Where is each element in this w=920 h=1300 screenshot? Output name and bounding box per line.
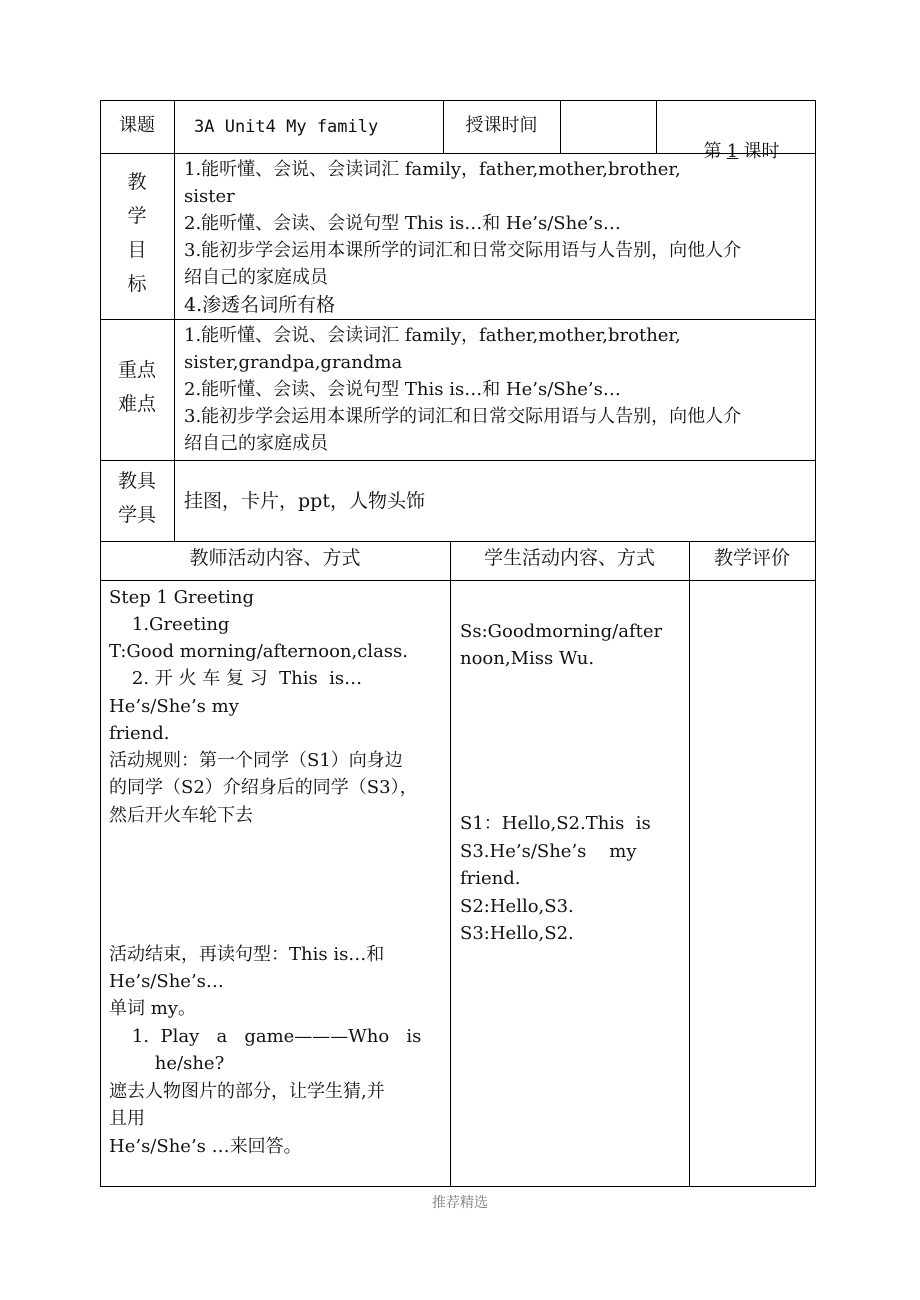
teacher-line: He’s/She’s …来回答。: [109, 1136, 302, 1157]
teacher-line: 活动规则：第一个同学（S1）向身边: [109, 750, 403, 771]
materials-label-line: 教具: [117, 470, 156, 492]
evaluation-content: [690, 581, 815, 1186]
student-line: Ss:Goodmorning/after: [460, 621, 663, 642]
teacher-line: friend.: [109, 723, 170, 744]
key-point-line: 3.能初步学会运用本课所学的词汇和日常交际用语与人告别，向他人介: [184, 406, 742, 427]
teacher-line: 活动结束，再读句型：This is…和: [109, 944, 385, 965]
teacher-line: 且用: [109, 1108, 145, 1129]
teacher-line: He’s/She’s…: [109, 971, 224, 992]
objective-line: 绍自己的家庭成员: [184, 267, 328, 288]
objectives-label-char: 目: [127, 239, 147, 261]
teacher-line: 1. Play a game———Who is: [109, 1026, 422, 1047]
materials-label-line: 学具: [117, 504, 156, 526]
teacher-line: he/she?: [109, 1053, 225, 1074]
student-line: S1：Hello,S2.This is: [460, 813, 651, 834]
objective-line: 4.渗透名词所有格: [184, 294, 336, 316]
lesson-prefix: 第: [703, 141, 722, 162]
key-point-line: 2.能听懂、会读、会说句型 This is…和 He’s/She’s…: [184, 379, 621, 400]
student-line: friend.: [460, 868, 521, 889]
lesson-number-value: 1: [726, 141, 739, 162]
objective-line: sister: [184, 186, 235, 207]
student-line: S3.He’s/She’s my: [460, 841, 637, 862]
key-points-label-line: 难点: [117, 393, 156, 415]
objective-line: 1.能听懂、会说、会读词汇 family，father,mother,brother,: [184, 159, 681, 180]
student-line: S3:Hello,S2.: [460, 923, 574, 944]
teacher-line: Step 1 Greeting: [109, 587, 255, 608]
student-activity-header: 学生活动内容、方式: [483, 547, 655, 569]
student-line: S2:Hello,S3.: [460, 896, 574, 917]
teaching-time-label: 授课时间: [465, 115, 538, 136]
objectives-label-char: 教: [127, 171, 147, 193]
teacher-line: 2. 开 火 车 复 习 This is…: [109, 668, 363, 689]
objective-line: 2.能听懂、会读、会说句型 This is…和 He’s/She’s…: [184, 213, 621, 234]
topic-value: 3A Unit4 My family: [194, 117, 379, 137]
teacher-line: 然后开火车轮下去: [109, 805, 253, 826]
teacher-line: 遮去人物图片的部分，让学生猜,并: [109, 1081, 385, 1102]
lesson-number: [692, 111, 779, 165]
evaluation-header: 教学评价: [713, 547, 790, 569]
objective-line: 3.能初步学会运用本课所学的词汇和日常交际用语与人告别，向他人介: [184, 240, 742, 261]
teacher-line: 1.Greeting: [109, 614, 230, 635]
teacher-line: 的同学（S2）介绍身后的同学（S3），: [109, 777, 418, 798]
objectives-label-char: 学: [127, 205, 147, 227]
student-line: noon,Miss Wu.: [460, 648, 595, 669]
teacher-activity-header: 教师活动内容、方式: [189, 547, 361, 569]
teacher-line: T:Good morning/afternoon,class.: [109, 641, 408, 662]
key-point-line: sister,grandpa,grandma: [184, 352, 403, 373]
page-footer: 推荐精选: [432, 1195, 488, 1211]
materials-value: 挂图，卡片，ppt，人物头饰: [184, 490, 425, 512]
lesson-suffix: 课时: [743, 141, 780, 162]
key-point-line: 绍自己的家庭成员: [184, 433, 328, 454]
key-points-label-line: 重点: [117, 359, 156, 381]
teacher-line: He’s/She’s my: [109, 696, 239, 717]
objectives-label-char: 标: [127, 273, 147, 295]
teacher-line: 单词 my。: [109, 998, 196, 1019]
topic-label: 课题: [119, 115, 155, 136]
key-point-line: 1.能听懂、会说、会读词汇 family，father,mother,brother,: [184, 325, 681, 346]
